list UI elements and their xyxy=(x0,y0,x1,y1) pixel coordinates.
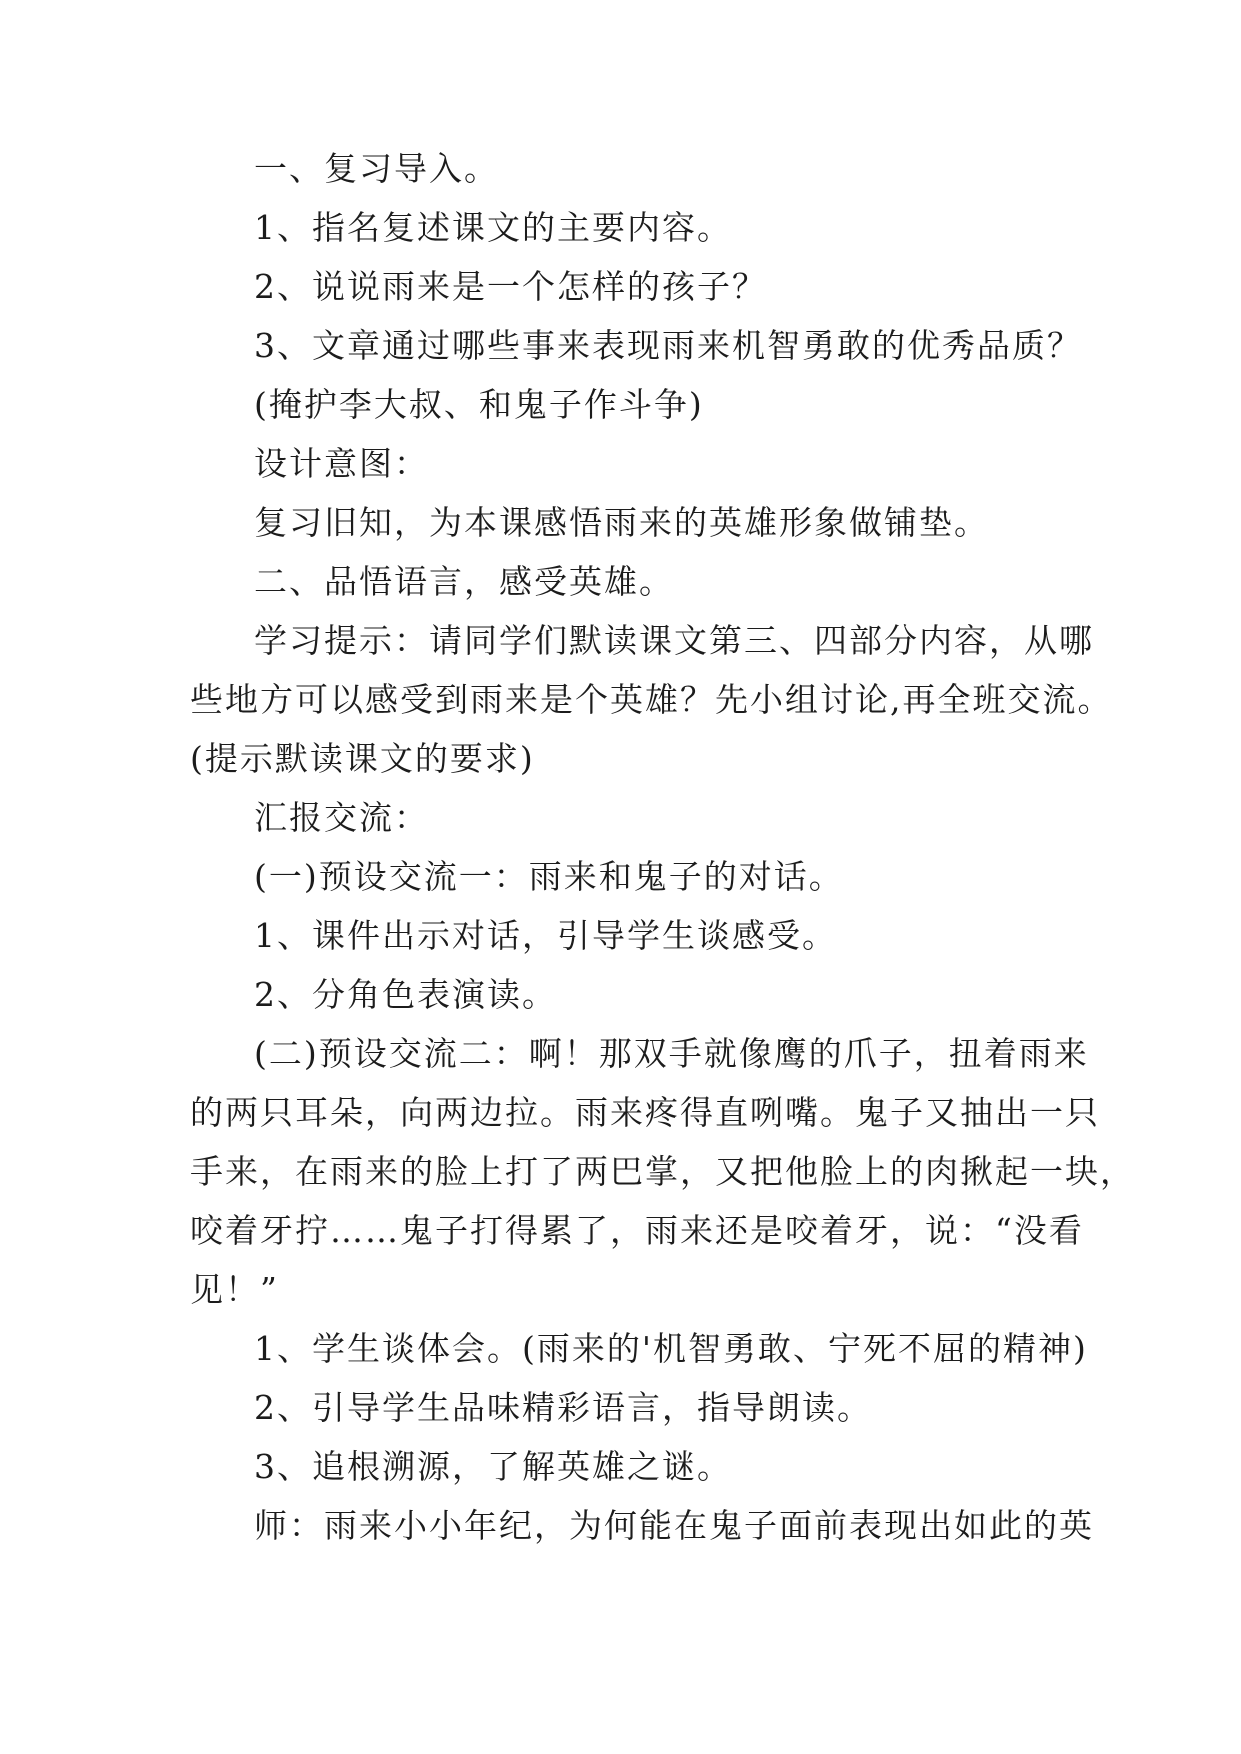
paragraph-continuation: 手来，在雨来的脸上打了两巴掌，又把他脸上的肉揪起一块， xyxy=(190,1152,1135,1191)
paragraph: 1、指名复述课文的主要内容。 xyxy=(254,208,732,247)
paragraph-continuation: 见！” xyxy=(190,1270,279,1309)
paragraph-continuation: 些地方可以感受到雨来是个英雄？先小组讨论,再全班交流。 xyxy=(190,680,1113,719)
paragraph: 复习旧知，为本课感悟雨来的英雄形象做铺垫。 xyxy=(254,503,989,542)
section-heading: 二、品悟语言，感受英雄。 xyxy=(254,562,674,601)
paragraph: 2、说说雨来是一个怎样的孩子？ xyxy=(254,267,767,306)
paragraph: 学习提示：请同学们默读课文第三、四部分内容，从哪 xyxy=(254,621,1094,660)
paragraph-continuation: 的两只耳朵，向两边拉。雨来疼得直咧嘴。鬼子又抽出一只 xyxy=(190,1093,1100,1132)
section-heading: 一、复习导入。 xyxy=(254,149,499,188)
paragraph: 1、课件出示对话，引导学生谈感受。 xyxy=(254,916,837,955)
paragraph: 2、引导学生品味精彩语言，指导朗读。 xyxy=(254,1388,872,1427)
paragraph: 3、追根溯源，了解英雄之谜。 xyxy=(254,1447,732,1486)
paragraph-continuation: 咬着牙拧……鬼子打得累了，雨来还是咬着牙，说：“没看 xyxy=(190,1211,1084,1250)
paragraph-continuation: (提示默读课文的要求) xyxy=(190,739,535,778)
paragraph: 2、分角色表演读。 xyxy=(254,975,557,1014)
paragraph: (二)预设交流二：啊！那双手就像鹰的爪子，扭着雨来 xyxy=(254,1034,1089,1073)
paragraph: (一)预设交流一：雨来和鬼子的对话。 xyxy=(254,857,844,896)
paragraph: 师：雨来小小年纪，为何能在鬼子面前表现出如此的英 xyxy=(254,1506,1094,1545)
paragraph: (掩护李大叔、和鬼子作斗争) xyxy=(254,385,704,424)
paragraph: 1、学生谈体会。(雨来的'机智勇敢、宁死不屈的精神) xyxy=(254,1329,1088,1368)
paragraph: 3、文章通过哪些事来表现雨来机智勇敢的优秀品质？ xyxy=(254,326,1082,365)
paragraph: 设计意图： xyxy=(254,444,429,483)
paragraph: 汇报交流： xyxy=(254,798,429,837)
